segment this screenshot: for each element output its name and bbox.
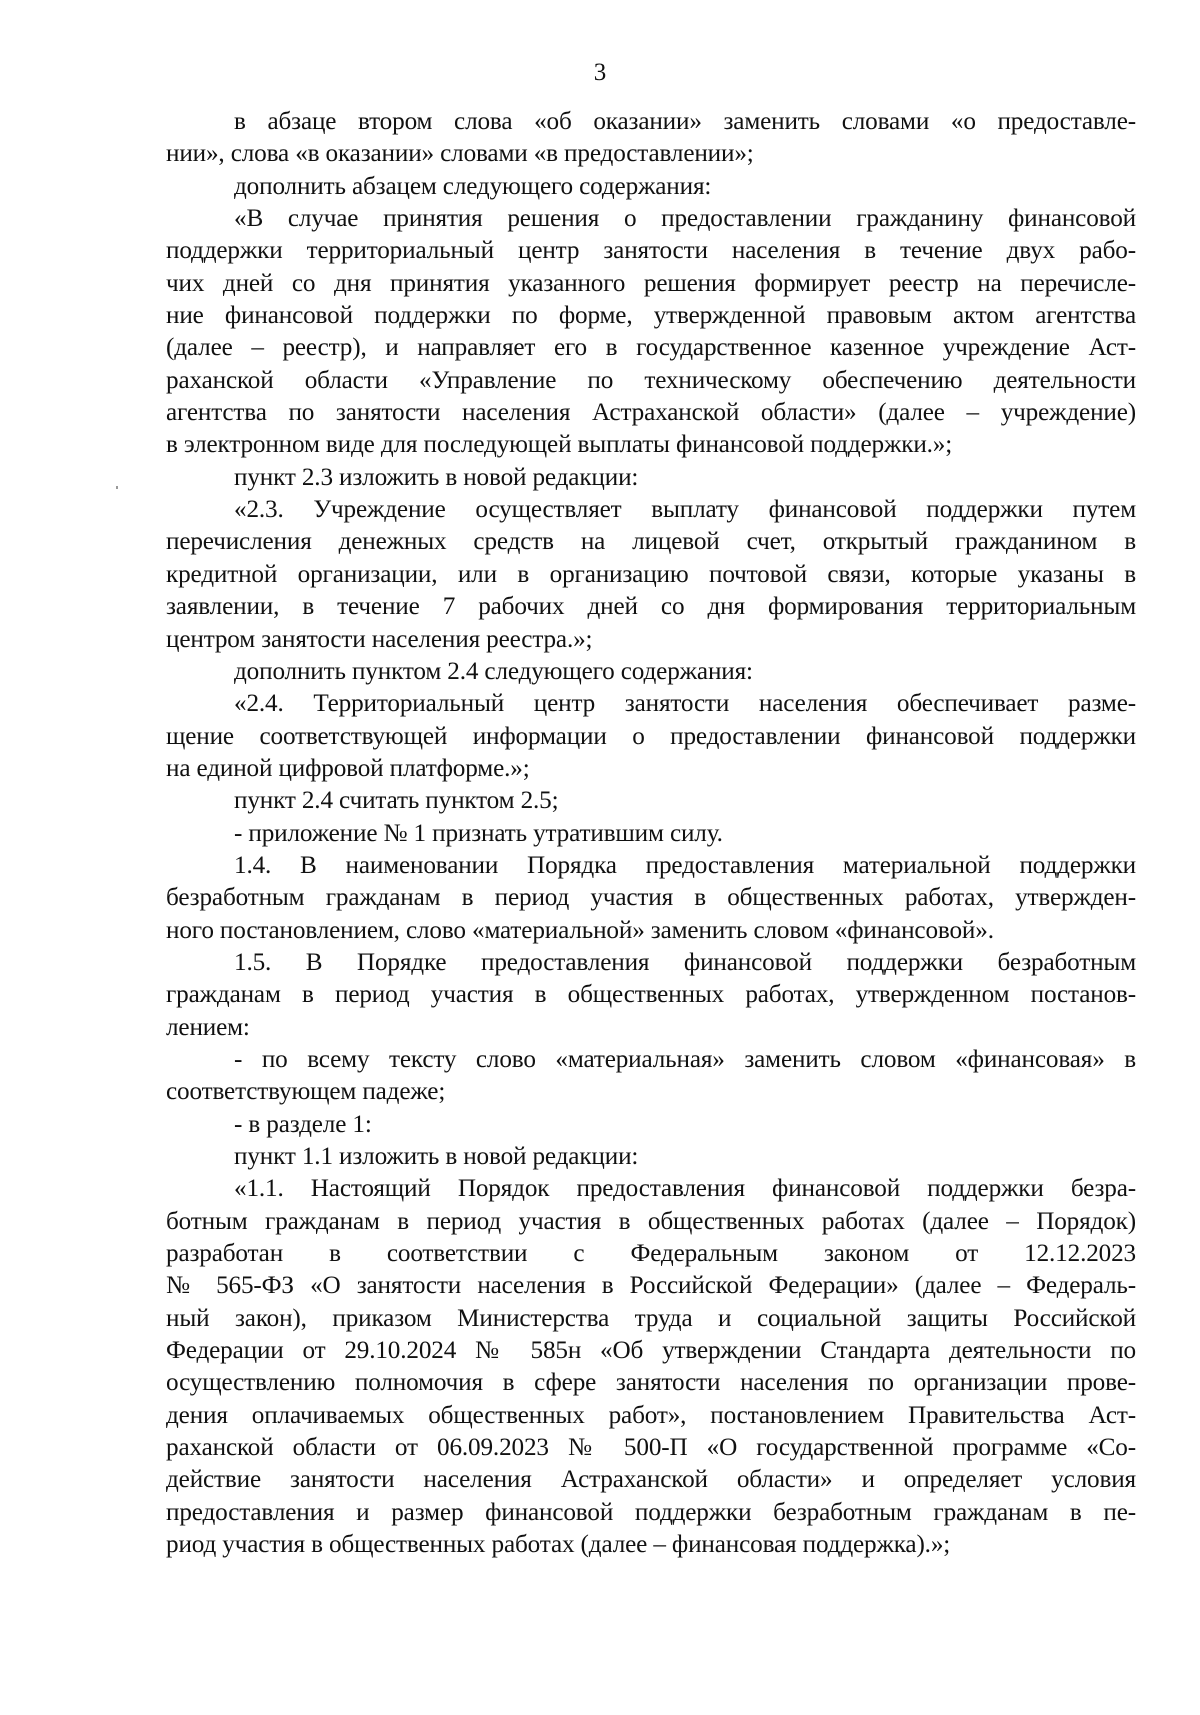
text-line: заявлении, в течение 7 рабочих дней со дня формирования территориальным [166,593,1136,621]
text-line: - в разделе 1: [234,1110,372,1138]
text-line: в электронном виде для последующей выплаты финансовой поддержки.»; [166,431,953,459]
text-line: ного постановлением, слово «материальной» заменить словом «финансовой». [166,916,994,944]
text-line: чих дней со дня принятия указанного решения формирует реестр на перечисле- [166,269,1136,297]
text-line: предоставления и размер финансовой поддержки безработным гражданам в пе- [166,1498,1136,1526]
text-line: действие занятости населения Астраханской области» и определяет условия [166,1466,1136,1494]
text-line: «1.1. Настоящий Порядок предоставления финансовой поддержки безра- [234,1175,1136,1203]
text-line: № 565-ФЗ «О занятости населения в Российской Федерации» (далее – Федераль- [166,1272,1136,1300]
text-line: щение соответствующей информации о предоставлении финансовой поддержки [166,722,1136,750]
text-line: разработан в соответствии с Федеральным законом от 12.12.2023 [166,1240,1136,1268]
text-line: «2.3. Учреждение осуществляет выплату финансовой поддержки путем [234,496,1136,524]
text-line: пункт 1.1 изложить в новой редакции: [234,1143,639,1170]
text-line: раханской области «Управление по техническому обеспечению деятельности [166,366,1136,394]
text-line: в абзаце втором слова «об оказании» заменить словами «о предоставле- [234,108,1136,135]
text-line: дополнить абзацем следующего содержания: [234,172,712,200]
scan-speck [116,486,118,489]
text-line: 1.5. В Порядке предоставления финансовой поддержки безработным [234,948,1136,976]
text-line: - приложение № 1 признать утратившим силу. [234,819,723,847]
text-line: раханской области от 06.09.2023 № 500-П «О государственной программе «Со- [166,1434,1136,1462]
text-line: 1.4. В наименовании Порядка предоставления материальной поддержки [234,851,1136,879]
page-number: 3 [593,59,607,86]
text-line: агентства по занятости населения Астраханской области» (далее – учреждение) [166,399,1136,427]
text-line: нии», слова «в оказании» словами «в предоставлении»; [166,140,754,168]
text-line: ние финансовой поддержки по форме, утвержденной правовым актом агентства [166,302,1136,330]
text-line: гражданам в период участия в общественных работах, утвержденном постанов- [166,981,1136,1009]
text-line: безработным гражданам в период участия в общественных работах, утвержден- [166,884,1136,912]
text-line: риод участия в общественных работах (далее – финансовая поддержка).»; [166,1531,951,1559]
text-line: - по всему тексту слово «материальная» заменить словом «финансовая» в [234,1045,1136,1073]
text-line: дополнить пунктом 2.4 следующего содержания: [234,657,753,685]
document-body [166,106,1136,1561]
text-line: пункт 2.3 изложить в новой редакции: [234,463,639,491]
text-line: перечисления денежных средств на лицевой счет, открытый гражданином в [166,528,1136,556]
text-line: соответствующем падеже; [166,1078,446,1106]
text-line: центром занятости населения реестра.»; [166,625,593,653]
text-line: «В случае принятия решения о предоставлении гражданину финансовой [234,205,1136,233]
text-line: поддержки территориальный центр занятости населения в течение двух рабо- [166,237,1136,265]
text-line: пункт 2.4 считать пунктом 2.5; [234,787,559,815]
text-line: осуществлению полномочия в сфере занятости населения по организации прове- [166,1369,1136,1397]
text-line: дения оплачиваемых общественных работ», постановлением Правительства Аст- [166,1401,1136,1429]
text-line: (далее – реестр), и направляет его в государственное казенное учреждение Аст- [166,334,1136,362]
text-line: кредитной организации, или в организацию почтовой связи, которые указаны в [166,560,1136,588]
text-line: ботным гражданам в период участия в общественных работах (далее – Порядок) [166,1207,1136,1235]
text-line: на единой цифровой платформе.»; [166,754,530,782]
text-line: ный закон), приказом Министерства труда и социальной защиты Российской [166,1304,1136,1332]
text-line: Федерации от 29.10.2024 № 585н «Об утверждении Стандарта деятельности по [166,1337,1136,1365]
text-line: лением: [166,1013,250,1041]
text-line: «2.4. Территориальный центр занятости населения обеспечивает разме- [234,690,1136,718]
